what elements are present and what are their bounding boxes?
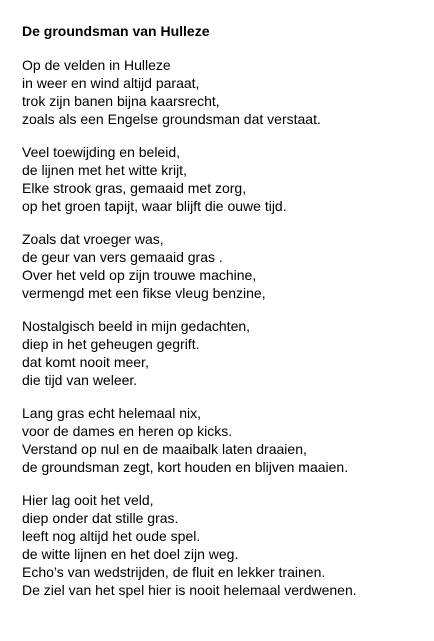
stanza-3 bbox=[22, 230, 434, 302]
poem-line: diep onder dat stille gras. bbox=[22, 510, 179, 526]
poem-line: de groundsman zegt, kort houden en blijven maaien. bbox=[22, 459, 349, 475]
poem-line: Echo’s van wedstrijden, de fluit en lekker trainen. bbox=[22, 564, 326, 580]
poem-line: de lijnen met het witte krijt, bbox=[22, 162, 187, 178]
poem-line: Zoals dat vroeger was, bbox=[22, 231, 164, 247]
poem-line: De ziel van het spel hier is nooit helemaal verdwenen. bbox=[22, 582, 357, 598]
stanza-5 bbox=[22, 404, 434, 476]
poem-line: voor de dames en heren op kicks. bbox=[22, 423, 233, 439]
poem-line: vermengd met een fikse vleug benzine, bbox=[22, 285, 266, 301]
poem-line: Hier lag ooit het veld, bbox=[22, 492, 154, 508]
poem-line: in weer en wind altijd paraat, bbox=[22, 75, 200, 91]
poem-line: de geur van vers gemaaid gras . bbox=[22, 249, 223, 265]
poem-line: op het groen tapijt, waar blijft die ouwe tijd. bbox=[22, 198, 287, 214]
poem-line: diep in het geheugen gegrift. bbox=[22, 336, 200, 352]
stanza-2 bbox=[22, 143, 434, 215]
poem-line: Op de velden in Hulleze bbox=[22, 57, 171, 73]
poem-line: Nostalgisch beeld in mijn gedachten, bbox=[22, 318, 251, 334]
poem-line: Elke strook gras, gemaaid met zorg, bbox=[22, 180, 247, 196]
poem-line: Lang gras echt helemaal nix, bbox=[22, 405, 201, 421]
poem-line: de witte lijnen en het doel zijn weg. bbox=[22, 546, 239, 562]
stanza-1 bbox=[22, 56, 434, 128]
poem-line: Verstand op nul en de maaibalk laten draaien, bbox=[22, 441, 307, 457]
poem-line: Veel toewijding en beleid, bbox=[22, 144, 181, 160]
poem-line: dat komt nooit meer, bbox=[22, 354, 149, 370]
poem-line: trok zijn banen bijna kaarsrecht, bbox=[22, 93, 220, 109]
stanza-6 bbox=[22, 491, 434, 599]
poem-line: zoals als een Engelse groundsman dat verstaat. bbox=[22, 111, 321, 127]
poem-line: leeft nog altijd het oude spel. bbox=[22, 528, 201, 544]
poem-title: De groundsman van Hulleze bbox=[22, 23, 210, 39]
poem-line: Over het veld op zijn trouwe machine, bbox=[22, 267, 257, 283]
stanza-4 bbox=[22, 317, 434, 389]
poem-line: die tijd van weleer. bbox=[22, 372, 138, 388]
